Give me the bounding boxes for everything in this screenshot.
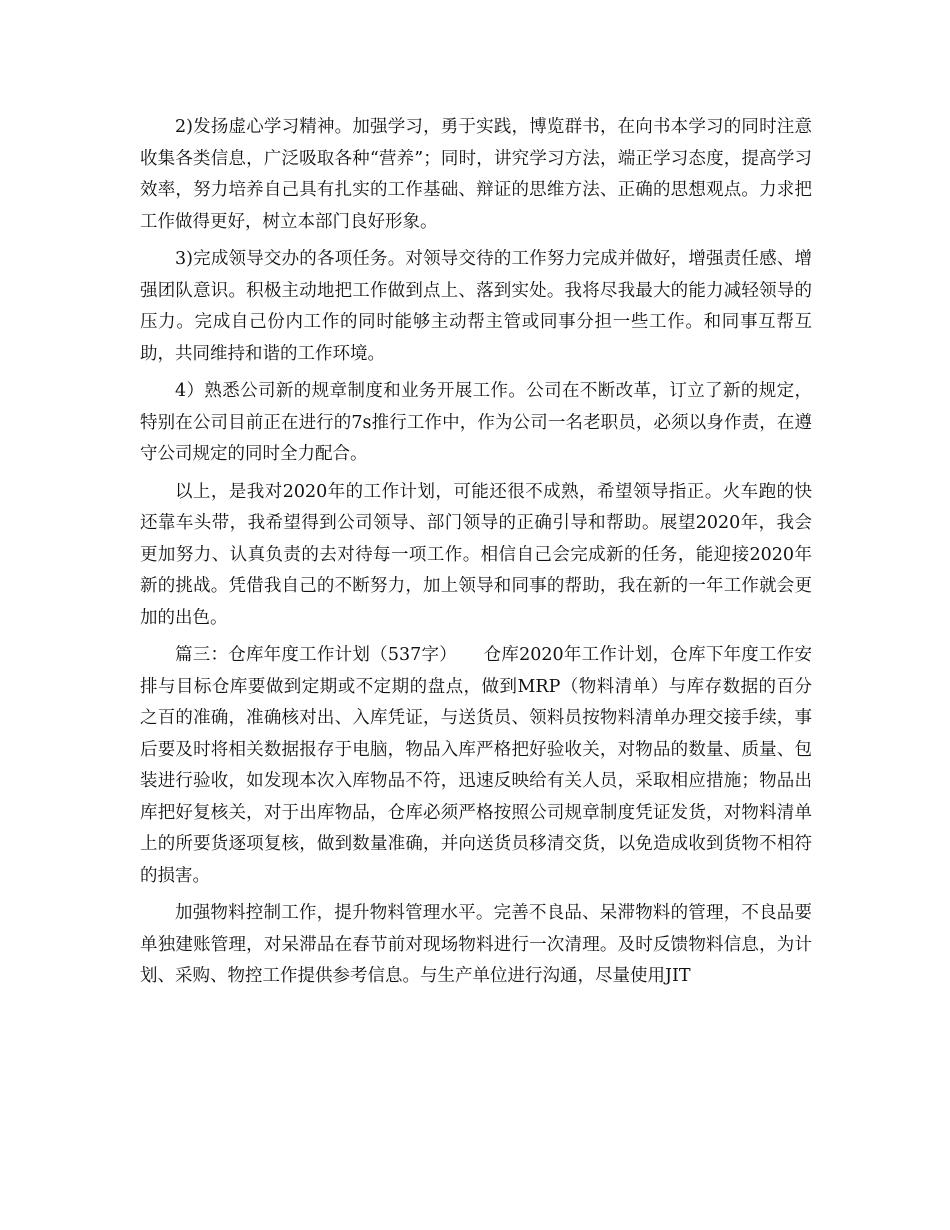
document-page (140, 112, 812, 993)
paragraph-material-control: 加强物料控制工作，提升物料管理水平。完善不良品、呆滞物料的管理，不良品要单独建账管理，对呆滞品在春节前对现场物料进行一次清理。及时反馈物料信息，为计划、采购、物控工作提供参考信息。与生产单位进行沟通，尽量使用JIT (140, 903, 812, 986)
paragraph-learning-spirit: 2)发扬虚心学习精神。加强学习，勇于实践，博览群书，在向书本学习的同时注意收集各类信息，广泛吸取各种“营养”；同时，讲究学习方法，端正学习态度，提高学习效率，努力培养自己具有扎实的工作基础、辩证的思维方法、正确的思想观点。力求把工作做得更好，树立本部门良好形象。 (140, 117, 812, 232)
paragraph-warehouse-plan: 篇三：仓库年度工作计划（537字） 仓库2020年工作计划，仓库下年度工作安排与目标仓库要做到定期或不定期的盘点，做到MRP（物料清单）与库存数据的百分之百的准确，准确核对出、入库凭证，与送货员、领料员按物料清单办理交接手续，事后要及时将相关数据报存于电脑，物品入库严格把好验收关，对物品的数量、质量、包装进行验收，如发现本次入库物品不符，迅速反映给有关人员，采取相应措施；物品出库把好复核关，对于出库物品，仓库必须严格按照公司规章制度凭证发货，对物料清单上的所要货逐项复核，做到数量准确，并向送货员移清交货，以免造成收到货物不相符的损害。 (140, 645, 812, 886)
paragraph-company-rules: 4）熟悉公司新的规章制度和业务开展工作。公司在不断改革，订立了新的规定，特别在公司目前正在进行的7s推行工作中，作为公司一名老职员，必须以身作责，在遵守公司规定的同时全力配合。 (140, 381, 812, 464)
paragraph-summary: 以上，是我对2020年的工作计划，可能还很不成熟，希望领导指正。火车跑的快还靠车头带，我希望得到公司领导、部门领导的正确引导和帮助。展望2020年，我会更加努力、认真负责的去对待每一项工作。相信自己会完成新的任务，能迎接2020年新的挑战。凭借我自己的不断努力，加上领导和同事的帮助，我在新的一年工作就会更加的出色。 (140, 481, 812, 628)
paragraph-leader-tasks: 3)完成领导交办的各项任务。对领导交待的工作努力完成并做好，增强责任感、增强团队意识。积极主动地把工作做到点上、落到实处。我将尽我最大的能力减轻领导的压力。完成自己份内工作的同时能够主动帮主管或同事分担一些工作。和同事互帮互助，共同维持和谐的工作环境。 (140, 249, 812, 364)
